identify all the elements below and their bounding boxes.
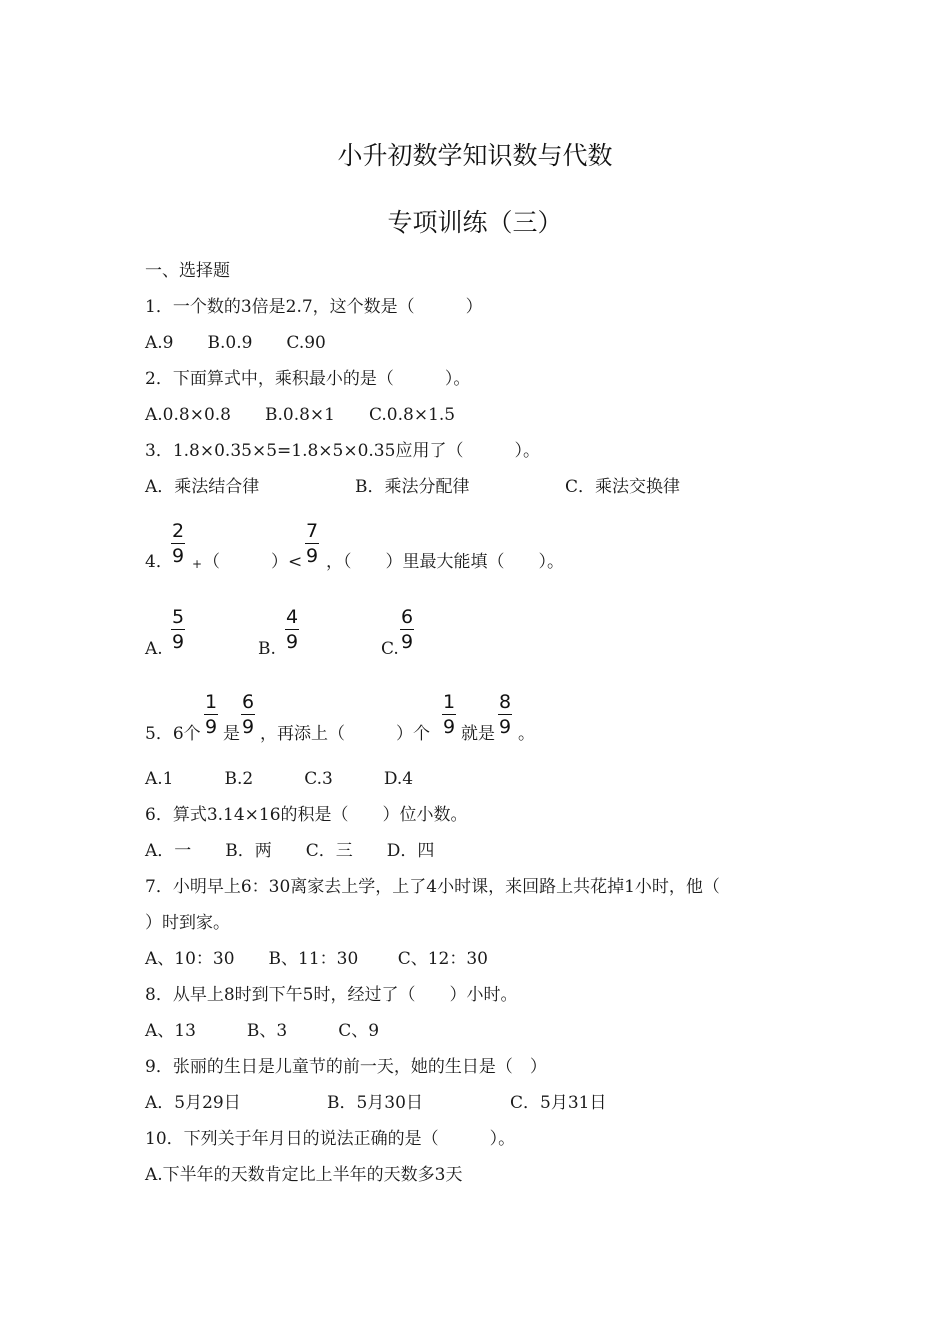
fraction-numerator: 4 <box>286 606 299 628</box>
question-6-stem: 6．算式3.14×16的积是（ ）位小数。 <box>145 805 468 825</box>
question-10-option-a: A.下半年的天数肯定比上半年的天数多3天 <box>145 1165 463 1185</box>
question-5-mid: ，再添上（ ）个 <box>260 724 430 744</box>
fraction-denominator: 9 <box>172 545 185 567</box>
fraction-denominator: 9 <box>499 716 512 738</box>
question-5-options: A.1 B.2 C.3 D.4 <box>145 769 414 789</box>
question-3-option-c: C．乘法交换律 <box>565 477 681 497</box>
fraction-denominator: 9 <box>401 631 414 653</box>
question-5-fraction-3 <box>442 691 456 738</box>
question-4-fraction-2 <box>305 520 319 567</box>
question-5-fraction-2 <box>241 691 255 738</box>
fraction-denominator: 9 <box>172 631 185 653</box>
question-3-stem: 3．1.8×0.35×5=1.8×5×0.35应用了（ ）。 <box>145 441 540 461</box>
question-4-option-b-fraction <box>285 606 299 653</box>
fraction-numerator: 6 <box>242 691 255 713</box>
question-4-option-c-label: C. <box>381 639 399 659</box>
question-4-mid: （ ）< <box>203 552 303 572</box>
question-3-option-a: A．乘法结合律 <box>145 477 260 497</box>
fraction-denominator: 9 <box>306 545 319 567</box>
fraction-denominator: 9 <box>242 716 255 738</box>
question-7-options: A、10：30 B、11：30 C、12：30 <box>145 949 488 969</box>
page-title-line-2: 专项训练（三） <box>387 208 563 237</box>
question-4-option-c-fraction <box>400 606 414 653</box>
fraction-numerator: 1 <box>205 691 218 713</box>
section-heading: 一、选择题 <box>145 261 230 281</box>
question-8-stem: 8．从早上8时到下午5时，经过了（ ）小时。 <box>145 985 518 1005</box>
page-title-line-1: 小升初数学知识数与代数 <box>337 141 613 170</box>
question-4-fraction-1 <box>171 520 185 567</box>
question-9-option-b: B．5月30日 <box>327 1093 423 1113</box>
fraction-numerator: 1 <box>443 691 456 713</box>
fraction-denominator: 9 <box>286 631 299 653</box>
question-6-options: A．一 B．两 C．三 D．四 <box>145 841 435 861</box>
question-9-option-c: C．5月31日 <box>510 1093 607 1113</box>
question-4-suffix: ，（ ）里最大能填（ ）。 <box>326 552 564 572</box>
question-5-fraction-4 <box>498 691 512 738</box>
question-5-fraction-1 <box>204 691 218 738</box>
question-8-options: A、13 B、3 C、9 <box>145 1021 380 1041</box>
fraction-numerator: 2 <box>172 520 185 542</box>
question-4-option-b-label: B. <box>258 639 276 659</box>
question-1-options: A.9 B.0.9 C.90 <box>145 333 326 353</box>
question-4-option-a-label: A. <box>145 639 163 659</box>
question-9-option-a: A．5月29日 <box>145 1093 241 1113</box>
fraction-numerator: 8 <box>499 691 512 713</box>
question-5-is: 是 <box>223 724 240 744</box>
question-4-plus: + <box>192 557 203 571</box>
question-5-prefix: 5．6个 <box>145 724 201 744</box>
question-4-prefix: 4． <box>145 552 173 572</box>
question-5-end: 。 <box>518 724 535 744</box>
question-2-stem: 2．下面算式中，乘积最小的是（ ）。 <box>145 369 471 389</box>
question-7-stem-line-1: 7．小明早上6：30离家去上学，上了4小时课，来回路上共花掉1小时，他（ <box>145 877 720 897</box>
fraction-numerator: 5 <box>172 606 185 628</box>
question-1-stem: 1．一个数的3倍是2.7，这个数是（ ） <box>145 297 483 317</box>
question-3-option-b: B．乘法分配律 <box>355 477 470 497</box>
question-4-option-a-fraction <box>171 606 185 653</box>
question-5-then: 就是 <box>461 724 495 744</box>
question-2-options: A.0.8×0.8 B.0.8×1 C.0.8×1.5 <box>145 405 456 425</box>
fraction-denominator: 9 <box>443 716 456 738</box>
fraction-denominator: 9 <box>205 716 218 738</box>
fraction-numerator: 6 <box>401 606 414 628</box>
question-7-stem-line-2: ）时到家。 <box>145 913 230 933</box>
fraction-numerator: 7 <box>306 520 319 542</box>
question-10-stem: 10．下列关于年月日的说法正确的是（ ）。 <box>145 1129 516 1149</box>
question-9-stem: 9．张丽的生日是儿童节的前一天，她的生日是（ ） <box>145 1057 547 1077</box>
